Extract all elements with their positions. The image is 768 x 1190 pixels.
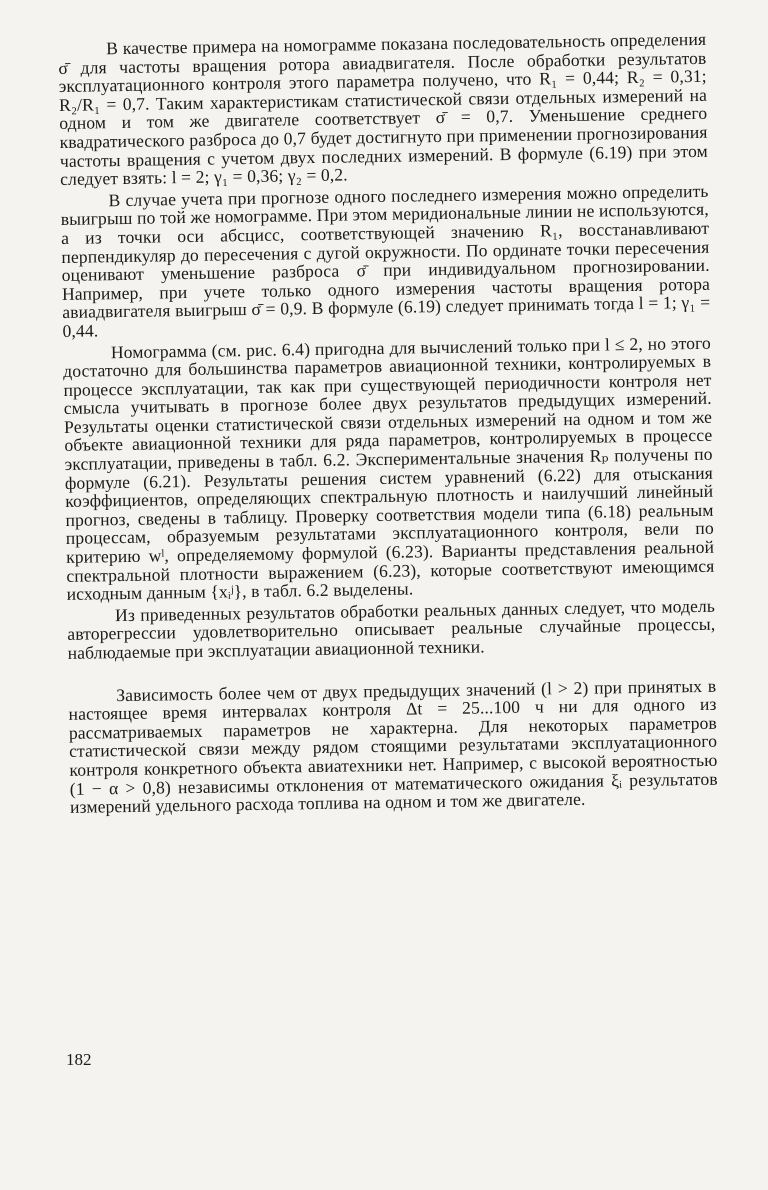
page-number: 182 (66, 1050, 92, 1069)
paragraph-5: Зависимость более чем от двух предыдущих значений (l > 2) при принятых в настоящее время интервалах контроля Δt = 25...100 ч ни для одного из рассматриваемых параметров не характерна. Для некоторых параметров статистической связи между рядом стоящими результатами эксплуатационного контроля конкретного объекта авиатехники нет. Например, с высокой вероятностью (1 − α > 0,8) независимы отклонения от математического ожидания ξᵢ результатов измерений удельного расхода топлива на одном и том же двигателе. (68, 675, 718, 818)
paragraph-1: В качестве примера на номограмме показана последовательность определения σ̄ для частоты вращения ротора авиадвигателя. После обработки результатов эксплуатационного контроля этого параметра получено, что R₁ = 0,44; R₂ = 0,31; R₂/R₁ = 0,7. Таким характеристикам статистической связи отдельных измерений на одном и том же двигателе соответствует σ̄ = 0,7. Уменьшение среднего квадратического разброса до 0,7 будет достигнуто при применении прогнозирования частоты вращения с учетом двух последних измерений. В формуле (6.19) при этом следует взять: l = 2; γ₁ = 0,36; γ₂ = 0,2. (58, 28, 708, 190)
paragraph-4: Из приведенных результатов обработки реальных данных следует, что модель авторегрессии удовлетворительно описывает реальные случайные процессы, наблюдаемые при эксплуатации авиационной техники. (67, 595, 716, 663)
paragraph-3: Номограмма (см. рис. 6.4) пригодна для вычислений только при l ≤ 2, но этого достаточно для большинства параметров авиационной техники, контролируемых в процессе эксплуатации, так как при существующей периодичности контроля нет смысла учитывать в прогнозе более двух результатов предыдущих измерений. Результаты оценки статистической связи отдельных измерений на одном и том же объекте авиационной техники для ряда параметров, контролируемых в процессе эксплуатации, приведены в табл. 6.2. Экспериментальные значения Rₚ получены по формуле (6.21). Результаты решения систем уравнений (6.22) для отыскания коэффициентов, определяющих спектральную плотность и наилучший линейный прогноз, сведены в таблицу. Проверку соответствия модели типа (6.18) реальным процессам, образуемым результатами эксплуатационного контроля, вели по критерию wˡ, определяемому формулой (6.23). Варианты представления реальной спектральной плотности выражением (6.23), которые соответствуют имеющимся исходным данным {xᵢʲ}, в табл. 6.2 выделены. (63, 332, 715, 605)
paragraph-2: В случае учета при прогнозе одного последнего измерения можно определить выигрыш по той же номограмме. При этом меридиональные линии не используются, а из точки оси абсцисс, соответствующей значению R₁, восстанавливают перпендикуляр до пересечения с дугой окружности. По ординате точки пересечения оценивают уменьшение разброса σ̄ при индивидуальном прогнозировании. Например, при учете только одного измерения частоты вращения ротора авиадвигателя выигрыш σ̄ = 0,9. В формуле (6.19) следует принимать тогда l = 1; γ₁ = 0,44. (60, 180, 711, 341)
body-text (58, 30, 718, 817)
